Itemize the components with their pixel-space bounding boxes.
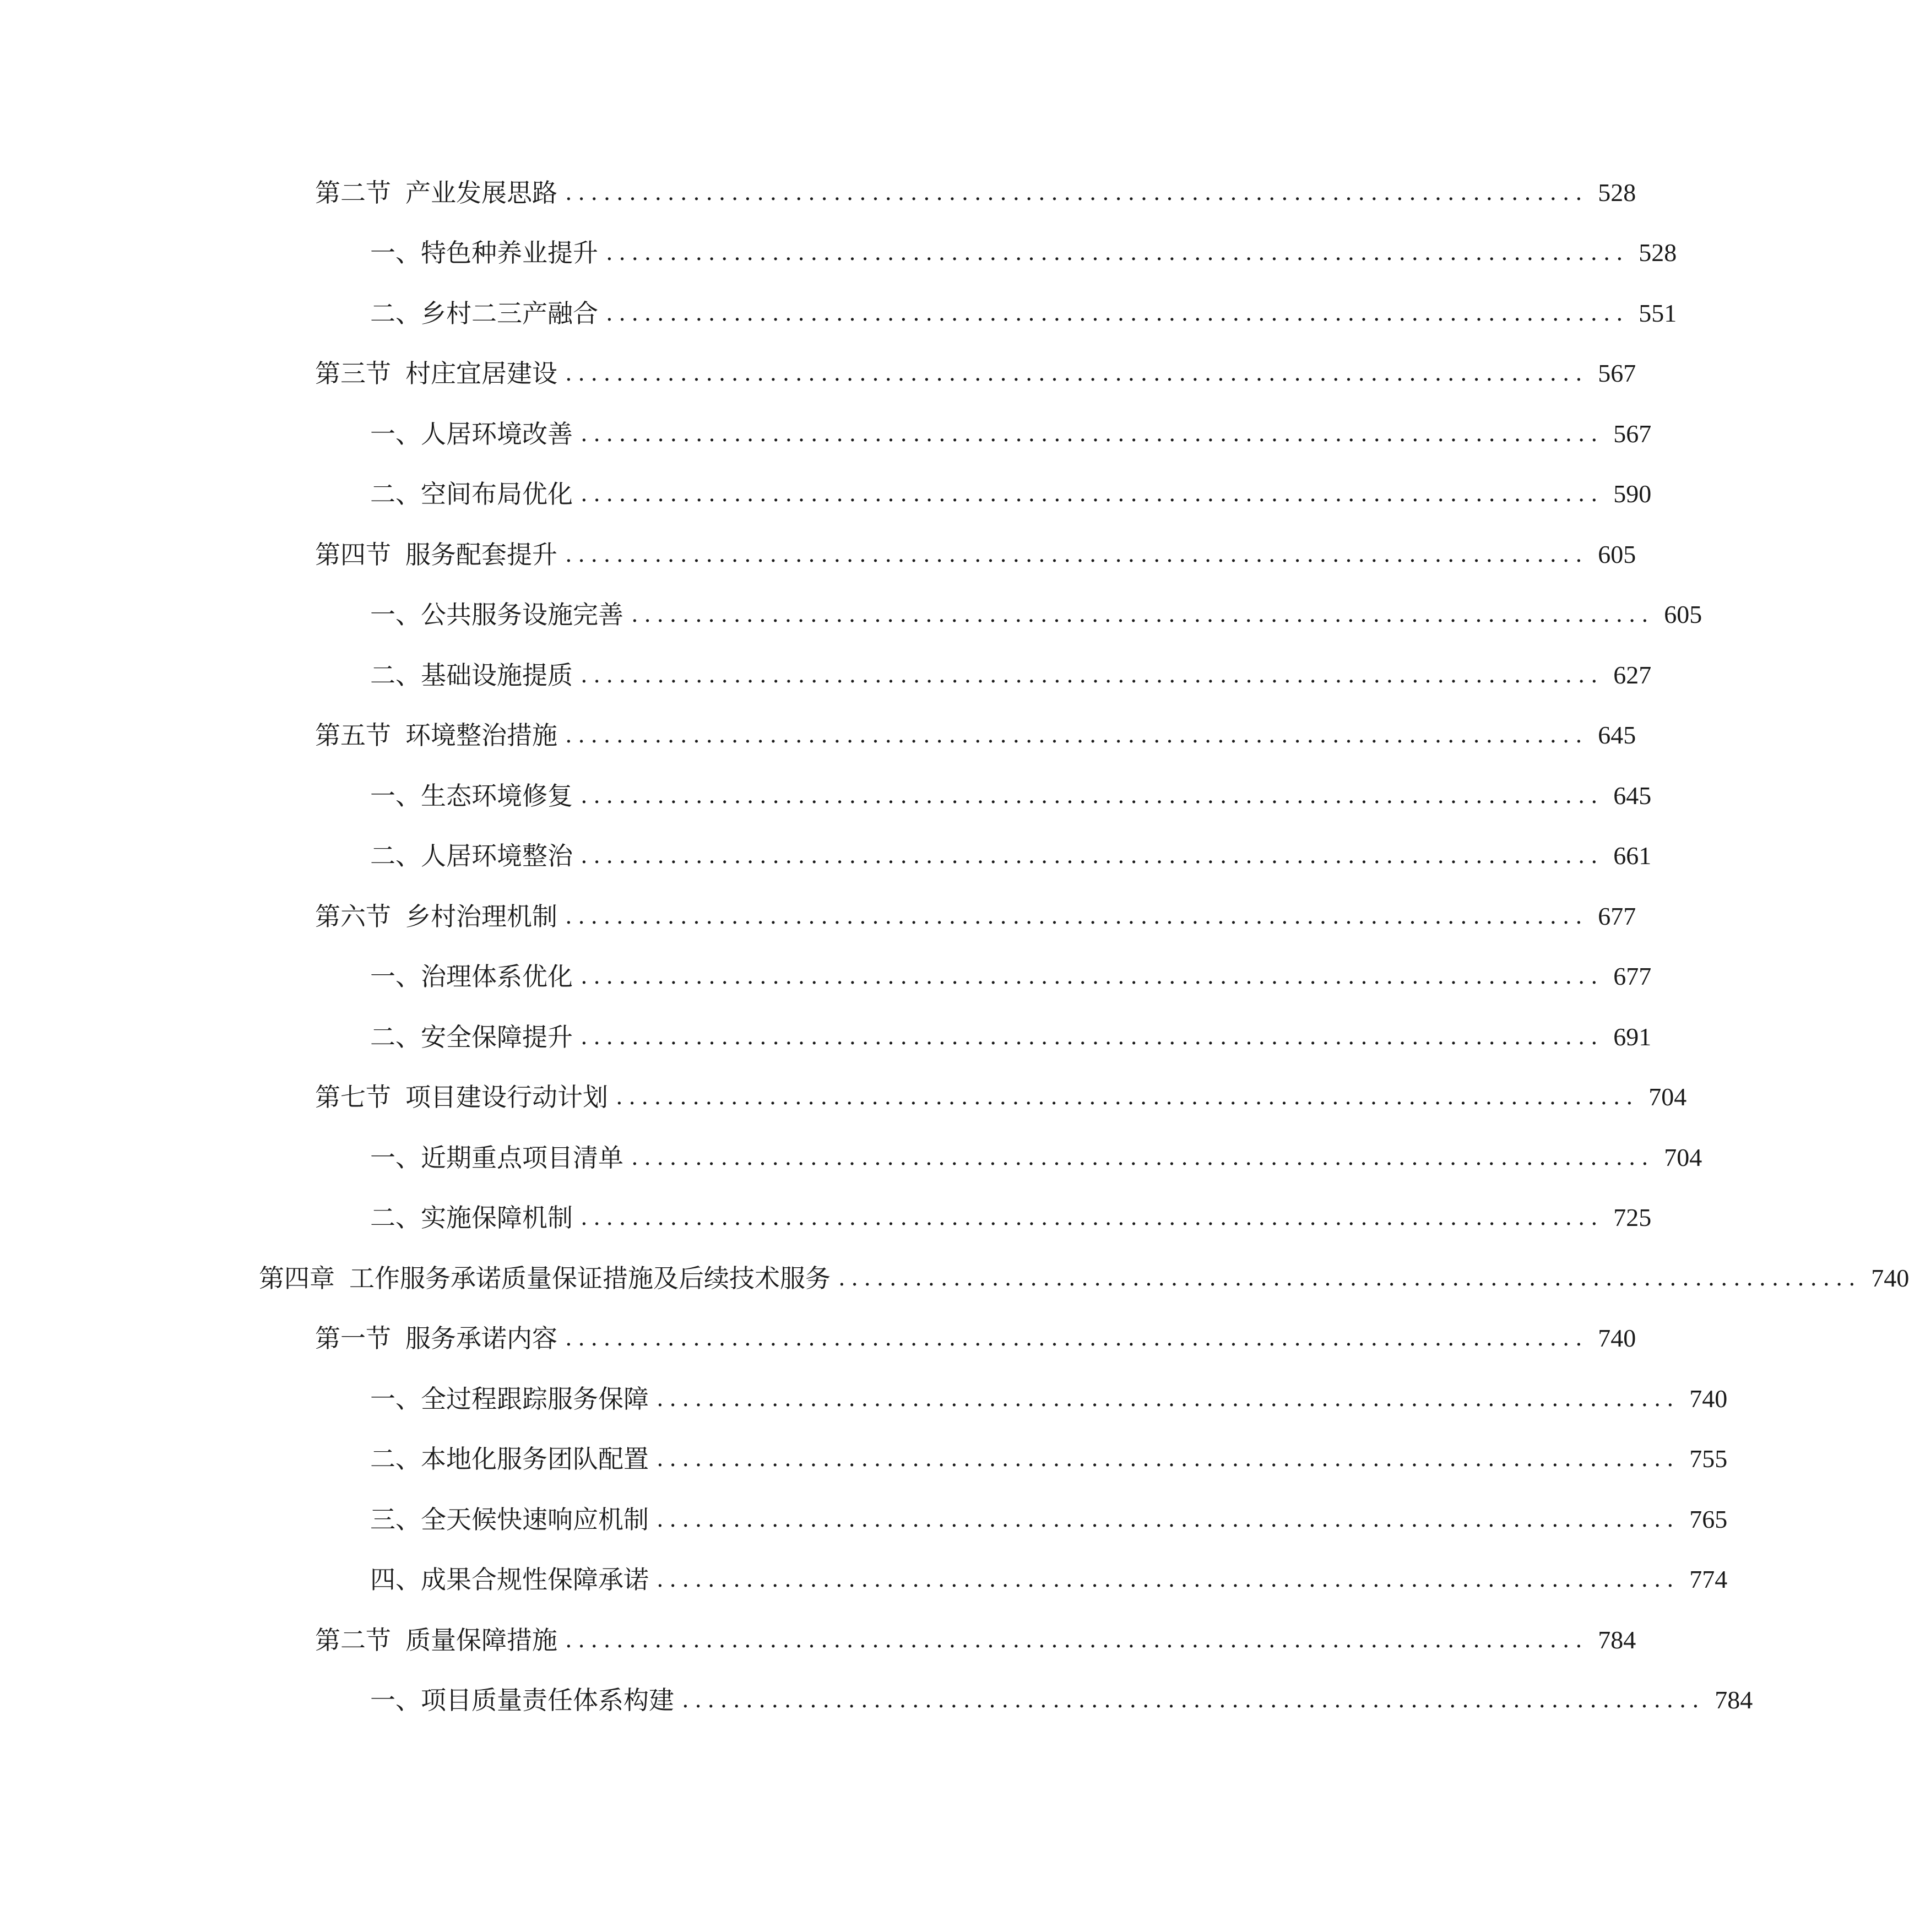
toc-entry-title: 村庄宜居建设 [405, 359, 557, 389]
toc-page-number: 704 [1664, 1143, 1702, 1171]
toc-dot-leader: ................................................................................ [606, 300, 1629, 326]
toc-entry-number: 第二节 [315, 1625, 391, 1655]
toc-entry[interactable] [0, 1127, 1702, 1188]
toc-dot-leader: ................................................................................ [581, 662, 1604, 688]
toc-page-number: 740 [1598, 1324, 1636, 1353]
toc-page-number: 645 [1613, 781, 1652, 810]
toc-entry-title: 生态环境修复 [421, 780, 573, 811]
toc-page-number: 704 [1648, 1083, 1687, 1111]
toc-dot-leader: ................................................................................ [581, 1024, 1604, 1050]
toc-page-number: 567 [1598, 359, 1636, 388]
toc-entry-number: 二、 [370, 841, 421, 871]
toc-page-number: 605 [1664, 600, 1702, 629]
toc-dot-leader: ................................................................................ [565, 541, 1588, 567]
toc-entry[interactable] [0, 585, 1702, 645]
toc-entry-number: 一、 [370, 780, 421, 811]
toc-entry-title: 全天候快速响应机制 [421, 1504, 649, 1534]
toc-page-number: 740 [1871, 1263, 1909, 1292]
toc-entry[interactable] [0, 1489, 1728, 1550]
toc-dot-leader: ................................................................................ [565, 180, 1588, 205]
toc-entry-title: 人居环境整治 [421, 841, 573, 871]
toc-dot-leader: ................................................................................ [581, 421, 1604, 447]
toc-page-number: 784 [1715, 1686, 1753, 1714]
toc-dot-leader: ................................................................................ [657, 1446, 1680, 1472]
toc-entry[interactable] [0, 344, 1636, 404]
toc-dot-leader: ................................................................................ [631, 1144, 1655, 1170]
toc-dot-leader: ................................................................................ [657, 1567, 1680, 1593]
toc-page-number: 691 [1613, 1022, 1652, 1051]
toc-entry-title: 服务承诺内容 [405, 1323, 557, 1354]
toc-page-number: 645 [1598, 721, 1636, 750]
toc-dot-leader: ................................................................................ [565, 1627, 1588, 1653]
toc-entry-number: 第二节 [315, 177, 391, 208]
toc-entry[interactable] [0, 1188, 1652, 1249]
toc-entry[interactable] [0, 1429, 1728, 1490]
toc-entry-number: 二、 [370, 1444, 421, 1474]
toc-page-number: 551 [1639, 299, 1677, 327]
toc-entry-number: 第四章 [259, 1263, 335, 1293]
toc-entry[interactable] [0, 645, 1652, 705]
toc-page-number: 661 [1613, 842, 1652, 870]
toc-entry-title: 质量保障措施 [405, 1625, 557, 1655]
toc-entry[interactable] [0, 1007, 1652, 1067]
toc-dot-leader: ................................................................................ [581, 843, 1604, 869]
toc-entry-title: 特色种养业提升 [421, 238, 598, 268]
toc-entry[interactable] [0, 1369, 1728, 1429]
toc-entry-number: 二、 [370, 1022, 421, 1052]
toc-page-number: 740 [1689, 1384, 1728, 1413]
toc-dot-leader: ................................................................................ [657, 1506, 1680, 1532]
toc-page-number: 784 [1598, 1625, 1636, 1654]
toc-page-number: 590 [1613, 480, 1652, 508]
toc-page-number: 677 [1598, 902, 1636, 930]
toc-entry[interactable] [0, 886, 1636, 947]
toc-entry-title: 本地化服务团队配置 [421, 1444, 649, 1474]
toc-dot-leader: ................................................................................ [581, 783, 1604, 808]
toc-entry-number: 一、 [370, 600, 421, 630]
toc-dot-leader: ................................................................................ [565, 1326, 1588, 1352]
toc-entry-title: 安全保障提升 [421, 1022, 573, 1052]
toc-entry-title: 环境整治措施 [405, 720, 557, 751]
toc-entry-number: 第七节 [315, 1082, 391, 1112]
toc-page-number: 765 [1689, 1505, 1728, 1533]
toc-entry-title: 公共服务设施完善 [421, 600, 623, 630]
toc-entry-title: 基础设施提质 [421, 660, 573, 690]
toc-entry-title: 工作服务承诺质量保证措施及后续技术服务 [349, 1263, 831, 1293]
toc-entry-number: 一、 [370, 419, 421, 449]
toc-dot-leader: ................................................................................ [565, 723, 1588, 748]
toc-dot-leader: ................................................................................ [631, 602, 1655, 628]
toc-entry[interactable] [0, 162, 1636, 223]
toc-page-number: 605 [1598, 540, 1636, 568]
toc-entry[interactable] [0, 1670, 1753, 1731]
toc-entry[interactable] [0, 947, 1652, 1007]
toc-dot-leader: ................................................................................ [682, 1687, 1705, 1713]
toc-entry[interactable] [0, 223, 1677, 284]
toc-page-number: 528 [1639, 238, 1677, 267]
toc-entry[interactable] [0, 283, 1677, 344]
toc-dot-leader: ................................................................................ [616, 1084, 1639, 1110]
toc-entry-title: 项目建设行动计划 [405, 1082, 608, 1112]
toc-entry-title: 成果合规性保障承诺 [421, 1565, 649, 1595]
toc-entry-title: 实施保障机制 [421, 1203, 573, 1233]
toc-dot-leader: ................................................................................ [838, 1265, 1862, 1291]
toc-entry-number: 四、 [370, 1565, 421, 1595]
toc-entry-title: 乡村二三产融合 [421, 298, 598, 328]
toc-entry-number: 三、 [370, 1504, 421, 1534]
toc-entry-title: 项目质量责任体系构建 [421, 1685, 674, 1716]
toc-entry[interactable] [0, 1067, 1687, 1128]
toc-entry-title: 乡村治理机制 [405, 901, 557, 931]
toc-entry[interactable] [0, 1610, 1636, 1670]
toc-entry-number: 一、 [370, 238, 421, 268]
toc-entry-number: 第四节 [315, 539, 391, 569]
toc-entry[interactable] [0, 1309, 1636, 1369]
toc-dot-leader: ................................................................................ [565, 903, 1588, 929]
toc-page-number: 755 [1689, 1445, 1728, 1473]
toc-entry-number: 第一节 [315, 1323, 391, 1354]
toc-page-number: 677 [1613, 962, 1652, 991]
toc-dot-leader: ................................................................................ [657, 1386, 1680, 1412]
toc-entry-number: 二、 [370, 660, 421, 690]
toc-dot-leader: ................................................................................ [565, 361, 1588, 387]
toc-entry-number: 第五节 [315, 720, 391, 751]
toc-entry-title: 全过程跟踪服务保障 [421, 1383, 649, 1414]
toc-dot-leader: ................................................................................ [581, 964, 1604, 990]
toc-entry[interactable] [0, 1550, 1728, 1610]
toc-entry-number: 一、 [370, 1142, 421, 1173]
toc-entry-number: 二、 [370, 298, 421, 328]
toc-dot-leader: ................................................................................ [581, 1205, 1604, 1231]
toc-page-number: 774 [1689, 1565, 1728, 1594]
toc-entry-title: 空间布局优化 [421, 479, 573, 509]
toc-entry[interactable] [0, 705, 1636, 766]
toc-entry-title: 服务配套提升 [405, 539, 557, 569]
toc-page-number: 567 [1613, 419, 1652, 448]
toc-page-number: 725 [1613, 1203, 1652, 1232]
toc-entry-title: 治理体系优化 [421, 962, 573, 992]
toc-entry[interactable] [0, 524, 1636, 585]
toc-dot-leader: ................................................................................ [606, 240, 1629, 266]
toc-entry-number: 一、 [370, 962, 421, 992]
toc-entry[interactable] [0, 404, 1652, 464]
toc-page-number: 528 [1598, 178, 1636, 207]
toc-entry-chapter[interactable] [0, 1248, 1909, 1309]
toc-entry-number: 二、 [370, 479, 421, 509]
toc-entry-number: 一、 [370, 1685, 421, 1716]
toc-page-number: 627 [1613, 660, 1652, 689]
toc-entry-number: 第六节 [315, 901, 391, 931]
toc-entry-number: 二、 [370, 1203, 421, 1233]
toc-entry[interactable] [0, 766, 1652, 826]
toc-entry[interactable] [0, 826, 1652, 887]
table-of-contents [0, 162, 1909, 1730]
toc-entry-title: 产业发展思路 [405, 177, 557, 208]
toc-entry[interactable] [0, 464, 1652, 525]
toc-entry-title: 人居环境改善 [421, 419, 573, 449]
toc-dot-leader: ................................................................................ [581, 481, 1604, 507]
toc-entry-title: 近期重点项目清单 [421, 1142, 623, 1173]
toc-entry-number: 一、 [370, 1383, 421, 1414]
toc-entry-number: 第三节 [315, 359, 391, 389]
